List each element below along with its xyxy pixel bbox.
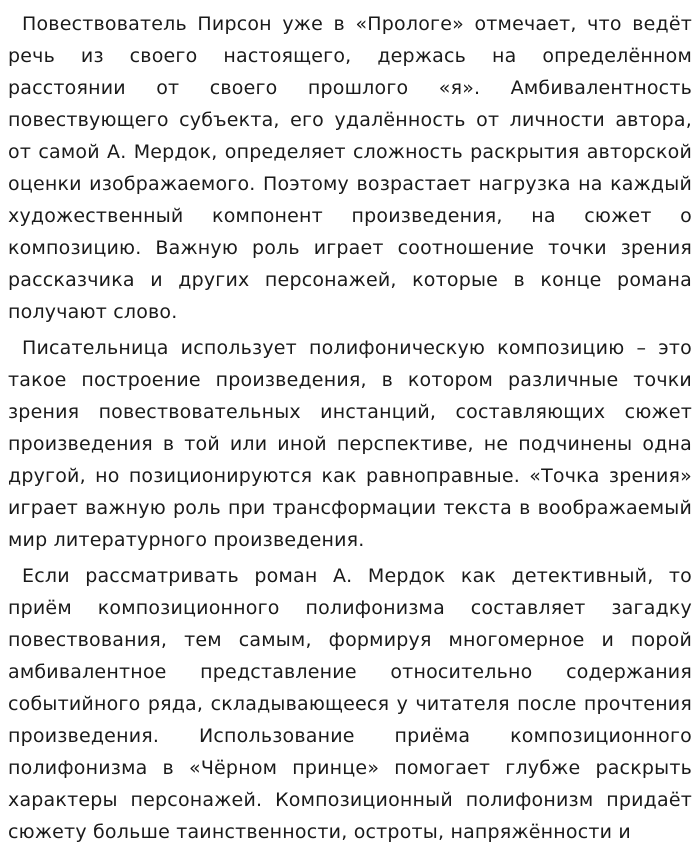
paragraph-3: Если рассматривать роман А. Мердок как детективный, то приём композиционного полифонизма составляет загадку повествования, тем самым, формируя многомерное и порой амбивалентное представление относительно содержания событийного ряда, складывающееся у читателя после прочтения произведения. Использование приёма композиционного полифонизма в «Чёрном принце» помогает глубже раскрыть характеры персонажей. Композиционный полифонизм придаёт сюжету больше таинственности, остроты, напряжённости и bbox=[8, 565, 692, 843]
paragraph-1: Повествователь Пирсон уже в «Прологе» отмечает, что ведёт речь из своего настоящего, держась на определённом расстоянии от своего прошлого «я». Амбивалентность повествующего субъекта, его удалённость от личности автора, от самой А. Мердок, определяет сложность раскрытия авторской оценки изображаемого. Поэтому возрастает нагрузка на каждый художественный компонент произведения, на сюжет о композицию. Важную роль играет соотношение точки зрения рассказчика и других персонажей, которые в конце романа получают слово. bbox=[8, 13, 692, 323]
document-body bbox=[8, 8, 692, 852]
paragraph-2: Писательница использует полифоническую композицию – это такое построение произведения, в котором различные точки зрения повествовательных инстанций, составляющих сюжет произведения в той или иной перспективе, не подчинены одна другой, но позиционируются как равноправные. «Точка зрения» играет важную роль при трансформации текста в воображаемый мир литературного произведения. bbox=[8, 337, 692, 551]
